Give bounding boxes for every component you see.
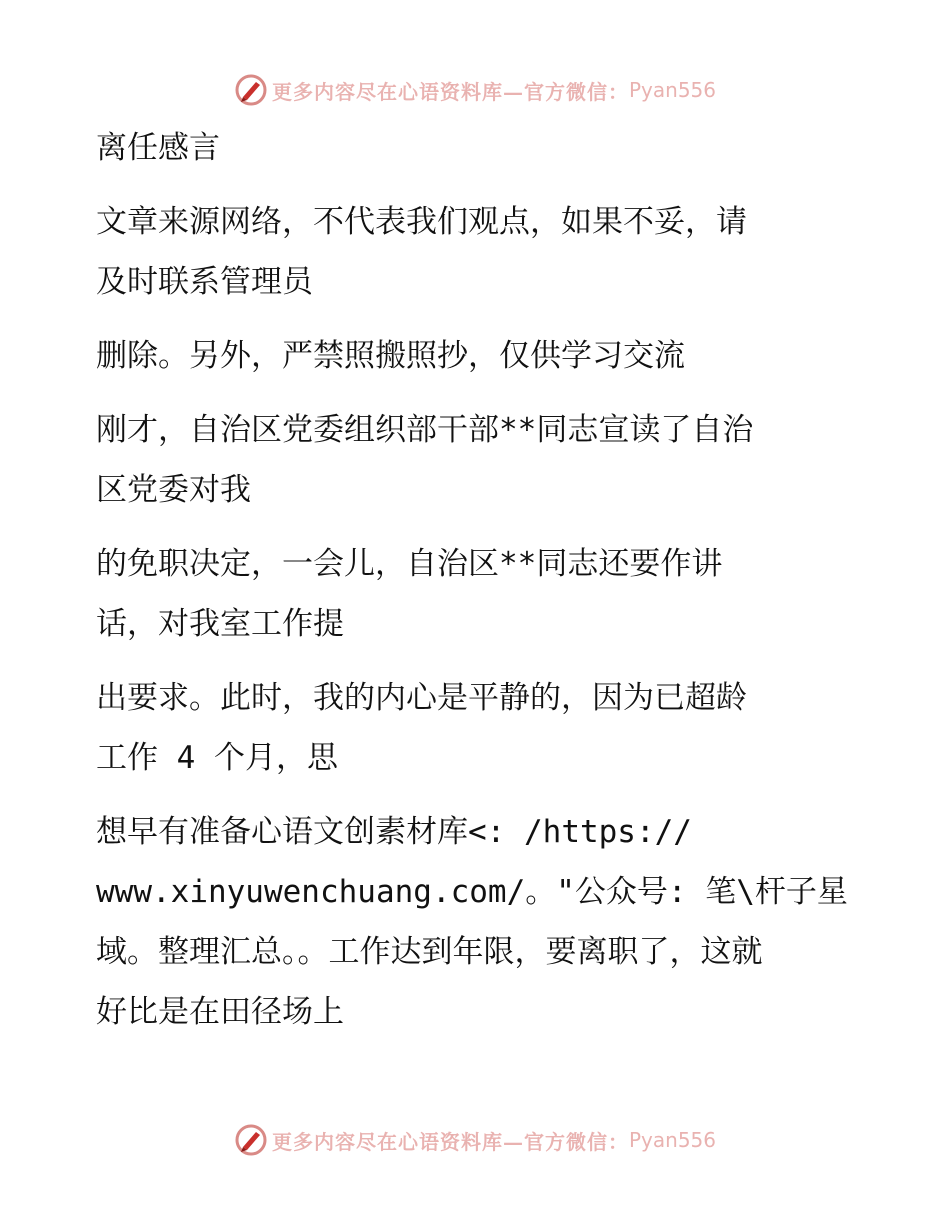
document-title: 离任感言 <box>96 130 220 166</box>
paragraph-line: 删除。另外，严禁照搬照抄，仅供学习交流 <box>96 338 685 374</box>
header-watermark-banner <box>0 70 950 110</box>
paragraph-line: 域。整理汇总。。工作达到年限，要离职了，这就 <box>96 934 763 970</box>
footer-wechat-id: Pyan556 <box>628 1128 716 1152</box>
document-body <box>96 118 856 1042</box>
paragraph-line: 话，对我室工作提 <box>96 606 344 642</box>
paragraph-line: 文章来源网络，不代表我们观点，如果不妥，请 <box>96 204 747 240</box>
brand-logo-icon <box>234 1123 268 1157</box>
paragraph-line: 的免职决定，一会儿，自治区**同志还要作讲 <box>96 546 723 582</box>
header-banner-text: 更多内容尽在心语资料库—官方微信： <box>271 79 629 104</box>
brand-logo-icon <box>234 73 268 107</box>
paragraph-line: 工作 4 个月，思 <box>96 740 338 776</box>
paragraph-line: 刚才，自治区党委组织部干部**同志宣读了自治 <box>96 412 754 448</box>
footer-watermark-banner <box>0 1120 950 1160</box>
paragraph-line: 及时联系管理员 <box>96 264 313 300</box>
header-wechat-id: Pyan556 <box>628 78 716 102</box>
paragraph-line: 好比是在田径场上 <box>96 994 344 1030</box>
paragraph-line: 想早有准备心语文创素材库<: /https:// <box>96 814 692 850</box>
paragraph-line: 区党委对我 <box>96 472 251 508</box>
footer-banner-text: 更多内容尽在心语资料库—官方微信： <box>271 1129 629 1154</box>
paragraph-line: www.xinyuwenchuang.com/。"公众号: 笔\杆子星 <box>96 874 848 910</box>
paragraph-line: 出要求。此时，我的内心是平静的，因为已超龄 <box>96 680 747 716</box>
